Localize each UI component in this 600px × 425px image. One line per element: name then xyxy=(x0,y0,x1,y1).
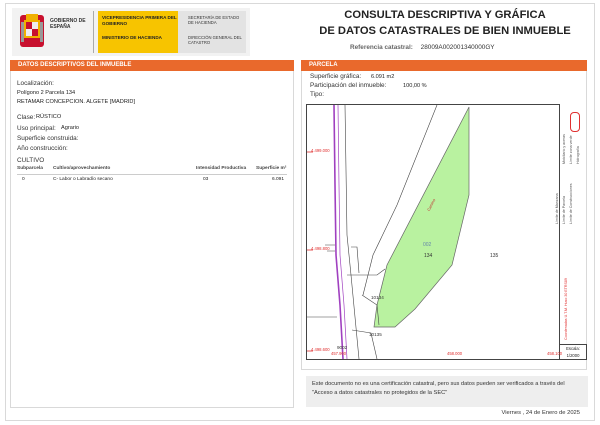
ministerio-label: MINISTERIO DE HACIENDA xyxy=(102,35,162,40)
ministry-box xyxy=(98,11,178,53)
sup-grafica-label: Superficie gráfica: xyxy=(310,73,362,80)
legend-item-hidrografia: Hidrografía xyxy=(576,146,580,164)
issue-date: Viernes , 24 de Enero de 2025 xyxy=(501,410,580,416)
coord-y-bottom: 4.498.600 xyxy=(311,347,330,352)
table-header-cultivo: Cultivo/aprovechamiento xyxy=(53,166,111,171)
map-label-002: 002 xyxy=(423,242,432,248)
clase-value: RÚSTICO xyxy=(36,114,62,120)
parcel-title: PARCELA xyxy=(301,60,587,71)
clase-label: Clase: xyxy=(17,114,36,121)
separator xyxy=(93,11,94,53)
descriptive-data-title: DATOS DESCRIPTIVOS DEL INMUEBLE xyxy=(10,60,294,71)
catastro-box xyxy=(178,11,246,53)
coat-of-arms-icon xyxy=(19,12,45,48)
map-label-10134: 10134 xyxy=(371,295,384,300)
legend-item-manzana: Límite de Manzana xyxy=(555,193,559,224)
gobierno-label: GOBIERNO DE ESPAÑA xyxy=(50,18,86,30)
legend-item-zona-verde: Límite zona verde xyxy=(569,135,573,164)
north-arrow-icon xyxy=(570,112,580,132)
table-divider xyxy=(17,174,287,175)
uso-label: Uso principal: xyxy=(17,125,56,132)
legend-coordinates: Coordenadas U.T.M. Huso 30 ETRS89 xyxy=(564,278,568,340)
superficie-construida-label: Superficie construida: xyxy=(17,135,79,142)
coord-y-top: 4.499.000 xyxy=(311,148,330,153)
parcel-map-drawing xyxy=(307,105,559,359)
direccion-label: DIRECCIÓN GENERAL DEL CATASTRO xyxy=(188,35,242,45)
localizacion-line2: RETAMAR CONCEPCION. ALGETE [MADRID] xyxy=(17,99,136,105)
document-title-line1: CONSULTA DESCRIPTIVA Y GRÁFICA xyxy=(344,9,546,21)
coord-x-right: 458.100 xyxy=(547,351,563,356)
map-label-9002: 9002 xyxy=(337,345,348,350)
ref-label: Referencia catastral: xyxy=(350,44,413,51)
descriptive-data-panel xyxy=(10,60,294,408)
cadastral-reference xyxy=(350,44,495,51)
parcel-map[interactable] xyxy=(306,104,563,360)
scale-box xyxy=(560,344,587,360)
table-cell-superficie: 6.091 xyxy=(272,177,285,182)
coord-y-mid: 4.498.800 xyxy=(311,246,330,251)
participacion-label: Participación del inmueble: xyxy=(310,82,387,89)
table-header-subparcela: Subparcela xyxy=(17,166,43,171)
tipo-label: Tipo: xyxy=(310,91,324,98)
table-cell-subparcela: 0 xyxy=(22,177,25,182)
cultivo-label: CULTIVO xyxy=(17,157,45,164)
vicepresidencia-label: VICEPRESIDENCIA PRIMERA DEL GOBIERNO xyxy=(102,15,177,26)
table-cell-intensidad: 03 xyxy=(203,177,209,182)
secretaria-label: SECRETARÍA DE ESTADO DE HACIENDA xyxy=(188,15,240,25)
coord-x-left: 457.900 xyxy=(331,351,347,356)
table-header-superficie: Superficie m² xyxy=(256,166,287,171)
escala-value: 1/2000 xyxy=(566,353,580,358)
map-legend xyxy=(555,104,587,344)
coord-x-mid: 458.000 xyxy=(447,351,463,356)
anio-construccion-label: Año construcción: xyxy=(17,145,68,152)
localizacion-label: Localización: xyxy=(17,80,54,87)
table-cell-cultivo: C- Labor o Labradío secano xyxy=(53,177,113,182)
disclaimer-note: Este documento no es una certificación catastral, pero sus datos pueden ser verificados a través del "Acceso a datos catastrales no protegidos de la SEC" xyxy=(306,376,588,407)
escala-label: Escala: xyxy=(566,346,580,351)
participacion-value: 100,00 % xyxy=(403,83,427,89)
sup-grafica-value: 6.091 m2 xyxy=(371,74,395,80)
legend-item-construcciones: Límite de Construcciones xyxy=(569,183,573,224)
government-logo-block xyxy=(12,8,250,56)
document-title-line2: DE DATOS CATASTRALES DE BIEN INMUEBLE xyxy=(319,25,571,37)
uso-value: Agrario xyxy=(61,125,80,131)
table-header-intensidad: Intensidad Productiva xyxy=(196,166,247,171)
localizacion-line1: Polígono 2 Parcela 134 xyxy=(17,90,76,96)
map-label-134: 134 xyxy=(424,253,433,259)
legend-item-parcela: Límite de Parcela xyxy=(562,196,566,224)
map-label-135: 135 xyxy=(490,253,499,259)
legend-item-mobiliario: Mobiliario y aceras xyxy=(562,134,566,164)
map-label-road: Camino xyxy=(426,198,437,212)
map-label-10135: 10135 xyxy=(369,332,382,337)
ref-value: 28009A002001340000GY xyxy=(420,44,495,51)
